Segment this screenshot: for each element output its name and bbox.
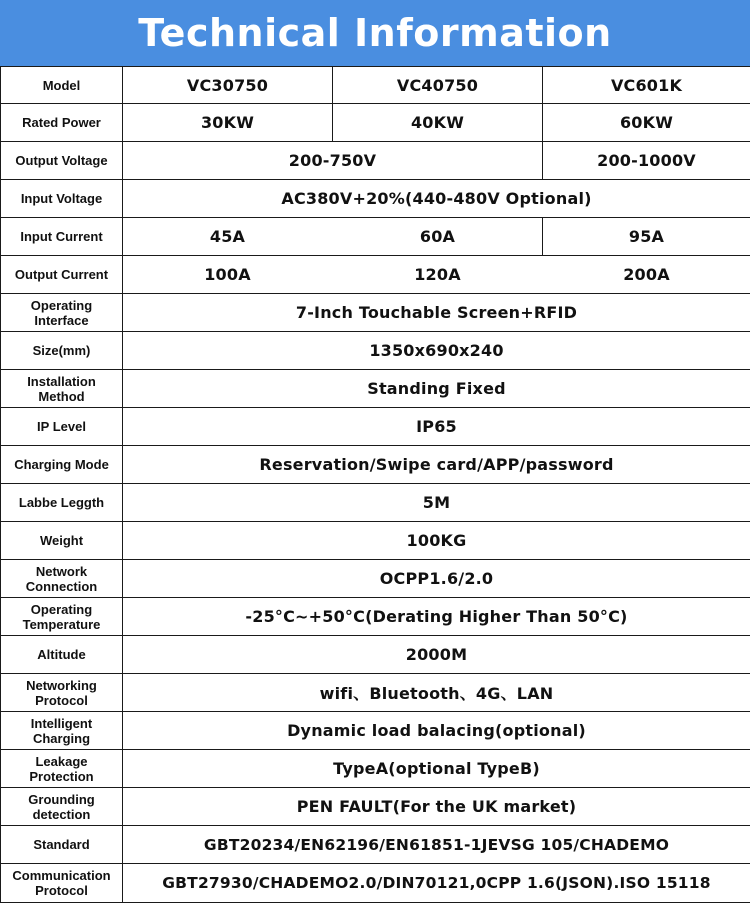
cell-value: IP65 — [123, 408, 750, 446]
row-label: Grounding detection — [1, 788, 123, 826]
spec-table — [0, 66, 750, 903]
cell-value: Reservation/Swipe card/APP/password — [123, 446, 750, 484]
table-row-charging-mode — [1, 446, 750, 484]
cell-value: 1350x690x240 — [123, 332, 750, 370]
row-label: Standard — [1, 826, 123, 864]
row-label: Intelligent Charging — [1, 712, 123, 750]
row-label: IP Level — [1, 408, 123, 446]
row-label: Input Current — [1, 218, 123, 256]
table-row-leakage-protection — [1, 750, 750, 788]
cell-value: VC30750 — [123, 67, 333, 104]
table-row-cable-length — [1, 484, 750, 522]
cell-value: Standing Fixed — [123, 370, 750, 408]
row-label: Operating Temperature — [1, 598, 123, 636]
page-title: Technical Information — [138, 11, 612, 55]
cell-value: PEN FAULT(For the UK market) — [123, 788, 750, 826]
cell-value: TypeA(optional TypeB) — [123, 750, 750, 788]
cell-value: GBT27930/CHADEMO2.0/DIN70121,0CPP 1.6(JSON).ISO 15118 — [123, 864, 750, 903]
table-row-output-voltage — [1, 142, 750, 180]
cell-value: wifi、Bluetooth、4G、LAN — [123, 674, 750, 712]
cell-value: VC40750 — [333, 67, 543, 104]
row-label: Charging Mode — [1, 446, 123, 484]
table-row-networking-protocol — [1, 674, 750, 712]
table-row-installation — [1, 370, 750, 408]
cell-value: 60KW — [543, 104, 750, 142]
cell-value: 2000M — [123, 636, 750, 674]
table-row-ip-level — [1, 408, 750, 446]
cell-value: 5M — [123, 484, 750, 522]
cell-value: 100KG — [123, 522, 750, 560]
table-row-intelligent-charging — [1, 712, 750, 750]
cell-value: 7-Inch Touchable Screen+RFID — [123, 294, 750, 332]
title-banner — [0, 0, 750, 66]
cell-value: -25°C~+50°C(Derating Higher Than 50°C) — [123, 598, 750, 636]
table-row-altitude — [1, 636, 750, 674]
cell-value: 200-750V — [123, 142, 543, 180]
cell-value: 120A — [333, 256, 543, 294]
cell-value: 30KW — [123, 104, 333, 142]
cell-value: 200-1000V — [543, 142, 750, 180]
row-label: Leakage Protection — [1, 750, 123, 788]
table-row-output-current — [1, 256, 750, 294]
cell-value: 45A — [123, 218, 333, 256]
cell-value: 60A — [333, 218, 543, 256]
cell-value: GBT20234/EN62196/EN61851-1JEVSG 105/CHADEMO — [123, 826, 750, 864]
row-label: Output Voltage — [1, 142, 123, 180]
table-row-size — [1, 332, 750, 370]
row-label: Installation Method — [1, 370, 123, 408]
row-label: Altitude — [1, 636, 123, 674]
table-row-input-voltage — [1, 180, 750, 218]
row-label: Network Connection — [1, 560, 123, 598]
table-row-model — [1, 67, 750, 104]
row-label: Rated Power — [1, 104, 123, 142]
row-label: Communication Protocol — [1, 864, 123, 903]
cell-value: 100A — [123, 256, 333, 294]
cell-value: 95A — [543, 218, 750, 256]
row-label: Input Voltage — [1, 180, 123, 218]
table-row-communication-protocol — [1, 864, 750, 903]
cell-value: OCPP1.6/2.0 — [123, 560, 750, 598]
cell-value: 200A — [543, 256, 750, 294]
cell-value: VC601K — [543, 67, 750, 104]
table-row-rated-power — [1, 104, 750, 142]
cell-value: 40KW — [333, 104, 543, 142]
table-row-operating-temperature — [1, 598, 750, 636]
row-label: Operating Interface — [1, 294, 123, 332]
table-row-input-current — [1, 218, 750, 256]
cell-value: Dynamic load balacing(optional) — [123, 712, 750, 750]
row-label: Networking Protocol — [1, 674, 123, 712]
row-label: Output Current — [1, 256, 123, 294]
table-row-weight — [1, 522, 750, 560]
row-label: Model — [1, 67, 123, 104]
table-row-grounding-detection — [1, 788, 750, 826]
table-row-operating-interface — [1, 294, 750, 332]
row-label: Labbe Leggth — [1, 484, 123, 522]
table-row-network — [1, 560, 750, 598]
table-row-standard — [1, 826, 750, 864]
row-label: Size(mm) — [1, 332, 123, 370]
row-label: Weight — [1, 522, 123, 560]
cell-value: AC380V+20%(440-480V Optional) — [123, 180, 750, 218]
